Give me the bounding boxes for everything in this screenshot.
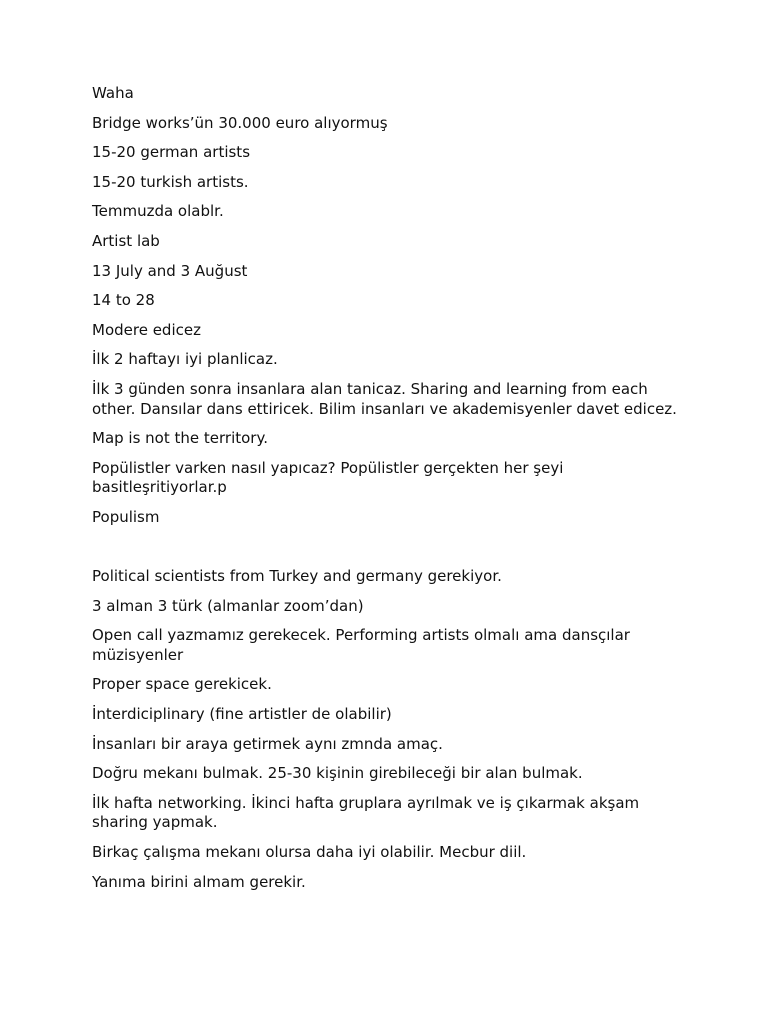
paragraph: İnterdiciplinary (fine artistler de olabilir) [92, 705, 392, 724]
paragraph: Popülistler varken nasıl yapıcaz? Popülistler gerçekten her şeyi basitleşritiyorlar.p [92, 458, 564, 497]
paragraph: Yanıma birini almam gerekir. [92, 872, 306, 891]
document-body [92, 84, 682, 902]
paragraph: Proper space gerekicek. [92, 675, 272, 694]
paragraph: Political scientists from Turkey and germany gerekiyor. [92, 567, 502, 586]
paragraph: Doğru mekanı bulmak. 25-30 kişinin girebileceği bir alan bulmak. [92, 764, 583, 783]
empty-paragraph [92, 538, 682, 558]
paragraph: Birkaç çalışma mekanı olursa daha iyi olabilir. Mecbur diil. [92, 843, 527, 862]
paragraph: 3 alman 3 türk (almanlar zoom’dan) [92, 596, 364, 615]
paragraph: İlk 2 haftayı iyi planlicaz. [92, 350, 278, 369]
paragraph: Populism [92, 507, 160, 526]
paragraph: Waha [92, 84, 134, 102]
paragraph: 14 to 28 [92, 291, 155, 310]
paragraph: 13 July and 3 Auğust [92, 261, 248, 280]
paragraph: İlk 3 günden sonra insanlara alan tanicaz. Sharing and learning from each other. Dansılar dans ettiricek. Bilim insanları ve akademisyenler davet edicez. [92, 379, 677, 418]
paragraph: Open call yazmamız gerekecek. Performing artists olmalı ama dansçılar müzisyenler [92, 626, 630, 664]
paragraph: Modere edicez [92, 320, 201, 339]
paragraph: Artist lab [92, 231, 160, 250]
paragraph: Bridge works’ün 30.000 euro alıyormuş [92, 113, 388, 132]
paragraph: İlk hafta networking. İkinci hafta gruplara ayrılmak ve iş çıkarmak akşam sharing yapmak. [92, 793, 640, 832]
paragraph: Temmuzda olablr. [92, 202, 224, 221]
paragraph: Map is not the territory. [92, 429, 268, 448]
paragraph: İnsanları bir araya getirmek aynı zmnda amaç. [92, 734, 443, 753]
paragraph: 15-20 german artists [92, 143, 251, 162]
paragraph: 15-20 turkish artists. [92, 172, 249, 191]
